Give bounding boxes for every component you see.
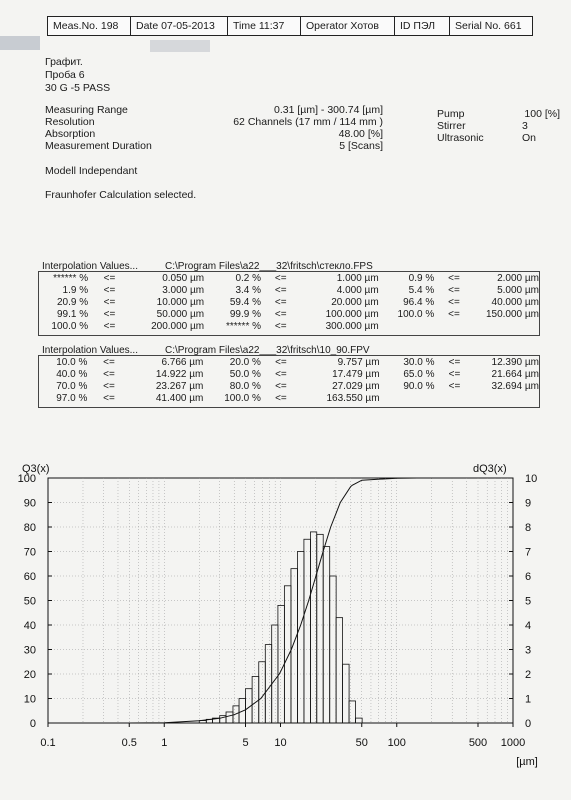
interp1-title: Interpolation Values...: [42, 261, 138, 272]
y-right-tick-label: 5: [525, 595, 532, 608]
table-cell: 65.0 %: [403, 369, 435, 380]
table-cell: <=: [275, 393, 287, 404]
table-row: [39, 369, 539, 381]
table-cell: <=: [448, 309, 460, 320]
histogram-bar: [343, 664, 350, 723]
table-cell: 80.0 %: [229, 381, 261, 392]
histogram-bar: [304, 539, 311, 723]
table-cell: 12.390 µm: [491, 357, 539, 368]
table-cell: ****** %: [225, 321, 262, 332]
table-cell: 21.664 µm: [491, 369, 539, 380]
histogram-bar: [226, 712, 233, 723]
table-cell: 96.4 %: [403, 297, 435, 308]
table-cell: <=: [274, 285, 287, 296]
table-cell: [474, 321, 539, 333]
calc-text: Fraunhofer Calculation selected.: [45, 189, 197, 201]
ultrasonic-label: Ultrasonic: [437, 132, 484, 144]
operator: Operator Хотов: [301, 17, 395, 35]
table-cell: <=: [103, 321, 116, 332]
interp2-box: [38, 355, 540, 408]
table-cell: ****** %: [53, 273, 89, 284]
histogram-bar: [291, 569, 298, 723]
y-left-tick-label: 20: [23, 669, 36, 681]
table-cell: 40.0 %: [56, 369, 88, 380]
table-cell: 90.0 %: [403, 381, 435, 392]
interp2-table: [39, 357, 539, 405]
table-cell: 163.550 µm: [326, 393, 380, 404]
y-right-tick-label: 6: [525, 571, 532, 583]
y-right-tick-label: 9: [525, 497, 532, 510]
y-left-tick-label: 90: [23, 497, 36, 510]
x-tick-label: 1: [161, 737, 168, 749]
histogram-bar: [252, 676, 259, 723]
table-cell: <=: [103, 369, 115, 380]
y-left-tick-label: 10: [23, 693, 36, 706]
table-cell: 100.0 %: [51, 321, 89, 332]
table-cell: 200.000 µm: [151, 321, 205, 332]
table-cell: 100.000 µm: [325, 309, 379, 320]
table-cell: [435, 393, 475, 405]
y-right-label: dQ3(x): [473, 463, 507, 475]
x-tick-label: 1000: [500, 737, 526, 749]
table-row: [39, 357, 539, 369]
stirrer-label: Stirrer: [437, 120, 466, 132]
x-tick-label: 100: [387, 737, 406, 749]
histogram-bar: [297, 552, 303, 724]
interp2-file: C:\Program Files\a22___32\fritsch\10_90.FPV: [165, 345, 370, 356]
table-cell: <=: [103, 297, 116, 308]
table-cell: <=: [103, 381, 115, 392]
table-cell: <=: [274, 309, 287, 320]
y-left-tick-label: 60: [23, 571, 36, 583]
table-cell: <=: [103, 357, 115, 368]
x-tick-label: 5: [242, 737, 249, 749]
pump-label: Pump: [437, 108, 465, 120]
table-cell: <=: [448, 369, 461, 380]
histogram-bar: [336, 618, 342, 723]
table-cell: 1.000 µm: [336, 273, 379, 284]
range-value: 0.31 [µm] - 300.74 [µm]: [274, 104, 383, 116]
x-tick-label: 10: [274, 737, 287, 749]
serial: Serial No. 661: [455, 20, 522, 32]
table-cell: 97.0 %: [56, 393, 88, 404]
table-cell: 2.000 µm: [497, 273, 539, 284]
histogram-bar: [356, 718, 363, 723]
table-cell: 20.000 µm: [331, 297, 379, 308]
interp2-title: Interpolation Values...: [42, 345, 138, 356]
sample-probe: Проба 6: [45, 69, 85, 81]
table-cell: <=: [448, 297, 460, 308]
histogram-bar: [323, 547, 329, 723]
interp1-file: C:\Program Files\a22___32\fritsch\стекло.FPS: [165, 261, 373, 272]
table-cell: 1.9 %: [62, 285, 89, 296]
table-cell: 0.9 %: [408, 273, 435, 284]
table-row: [39, 285, 539, 297]
histogram-bar: [310, 532, 316, 723]
table-cell: 5.000 µm: [497, 285, 539, 296]
table-cell: <=: [448, 285, 460, 296]
stirrer-value: 3: [522, 120, 528, 132]
table-cell: 4.000 µm: [336, 285, 379, 296]
y-right-tick-label: 0: [525, 718, 532, 730]
histogram-bar: [259, 662, 266, 723]
y-left-tick-label: 40: [23, 620, 36, 632]
interp1-table: [39, 273, 539, 333]
y-right-tick-label: 4: [525, 620, 532, 632]
table-cell: 20.0 %: [229, 357, 261, 368]
date: Date 07-05-2013: [131, 17, 228, 35]
distribution-chart: [0, 440, 571, 780]
table-cell: 14.922 µm: [155, 369, 204, 380]
table-row: [39, 309, 539, 321]
x-tick-label: 500: [468, 737, 488, 749]
table-cell: 99.1 %: [56, 309, 89, 320]
resolution-label: Resolution: [45, 116, 95, 128]
table-cell: 150.000 µm: [485, 309, 539, 320]
table-cell: 10.000 µm: [156, 297, 205, 308]
table-row: [39, 393, 539, 405]
table-cell: 3.000 µm: [162, 285, 205, 296]
table-cell: <=: [275, 369, 287, 380]
absorption-value: 48.00 [%]: [338, 128, 383, 140]
meas-no: Meas.No. 198: [48, 17, 131, 35]
table-cell: 32.694 µm: [491, 381, 539, 392]
table-cell: 50.0 %: [229, 369, 261, 380]
table-cell: [379, 321, 435, 333]
id: ID ПЭЛ: [395, 17, 450, 35]
y-right-tick-label: 1: [525, 693, 532, 706]
y-right-tick-label: 3: [525, 644, 532, 657]
table-cell: 100.0 %: [397, 309, 435, 320]
histogram-bar: [284, 586, 291, 723]
table-cell: 70.0 %: [56, 381, 88, 392]
y-left-tick-label: 30: [23, 644, 36, 657]
table-cell: 10.0 %: [56, 357, 88, 368]
y-left-tick-label: 50: [23, 595, 36, 608]
y-right-tick-label: 10: [525, 473, 538, 485]
table-row: [39, 321, 539, 333]
y-right-tick-label: 7: [525, 546, 532, 559]
y-right-tick-label: 8: [525, 522, 532, 534]
range-label: Measuring Range: [45, 104, 128, 116]
table-cell: <=: [274, 297, 287, 308]
table-cell: 3.4 %: [235, 285, 262, 296]
histogram-bar: [278, 605, 284, 723]
table-cell: 300.000 µm: [325, 321, 379, 332]
table-cell: 20.9 %: [56, 297, 89, 308]
y-left-tick-label: 70: [23, 546, 36, 559]
y-left-tick-label: 100: [17, 473, 36, 485]
y-left-tick-label: 0: [29, 718, 36, 730]
table-cell: <=: [103, 393, 115, 404]
table-cell: <=: [448, 273, 460, 284]
duration-label: Measurement Duration: [45, 140, 152, 152]
table-cell: 5.4 %: [408, 285, 435, 296]
table-row: [39, 381, 539, 393]
table-cell: 9.757 µm: [337, 357, 380, 368]
table-cell: <=: [448, 381, 461, 392]
table-cell: <=: [274, 273, 287, 284]
table-cell: [434, 321, 474, 333]
table-cell: 41.400 µm: [155, 393, 204, 404]
histogram-bar: [349, 701, 355, 723]
absorption-label: Absorption: [45, 128, 96, 140]
histogram-bar: [265, 645, 271, 723]
interp1-box: [38, 271, 540, 336]
table-cell: 17.479 µm: [332, 369, 380, 380]
x-unit-label: [µm]: [516, 756, 538, 768]
table-cell: <=: [274, 321, 287, 332]
sample-name: Графит.: [45, 56, 83, 68]
table-cell: <=: [103, 273, 116, 284]
table-cell: 6.766 µm: [161, 357, 204, 368]
table-row: [39, 273, 539, 285]
sample-params: 30 G -5 PASS: [45, 82, 111, 94]
table-cell: <=: [275, 381, 287, 392]
table-cell: <=: [103, 285, 116, 296]
pump-value: 100 [%]: [524, 108, 560, 120]
table-cell: 0.050 µm: [162, 273, 205, 284]
table-cell: 30.0 %: [403, 357, 435, 368]
table-cell: 40.000 µm: [491, 297, 539, 308]
x-tick-label: 0.5: [121, 737, 137, 749]
x-tick-label: 50: [355, 737, 368, 749]
duration-value: 5 [Scans]: [339, 140, 383, 152]
table-cell: <=: [448, 357, 461, 368]
model-text: Modell Independant: [45, 165, 138, 177]
y-left-tick-label: 80: [23, 522, 36, 534]
ultrasonic-value: On: [522, 132, 537, 144]
table-cell: 0.2 %: [235, 273, 262, 284]
bleed-through-mark: [150, 40, 210, 52]
y-left-label: Q3(x): [22, 463, 50, 475]
table-row: [39, 297, 539, 309]
table-cell: 27.029 µm: [332, 381, 380, 392]
table-cell: 50.000 µm: [156, 309, 205, 320]
x-tick-label: 0.1: [40, 737, 56, 749]
resolution-value: 62 Channels (17 mm / 114 mm ): [233, 116, 383, 128]
time: Time 11:37: [228, 17, 301, 35]
table-cell: <=: [275, 357, 287, 368]
table-cell: [475, 393, 539, 405]
y-right-tick-label: 2: [525, 669, 532, 681]
table-cell: 23.267 µm: [155, 381, 204, 392]
table-cell: 99.9 %: [229, 309, 262, 320]
table-cell: 59.4 %: [229, 297, 262, 308]
table-cell: <=: [103, 309, 116, 320]
table-cell: 100.0 %: [224, 393, 261, 404]
header-bar: [47, 16, 533, 36]
table-cell: [380, 393, 435, 405]
bleed-through-mark: [0, 36, 40, 50]
